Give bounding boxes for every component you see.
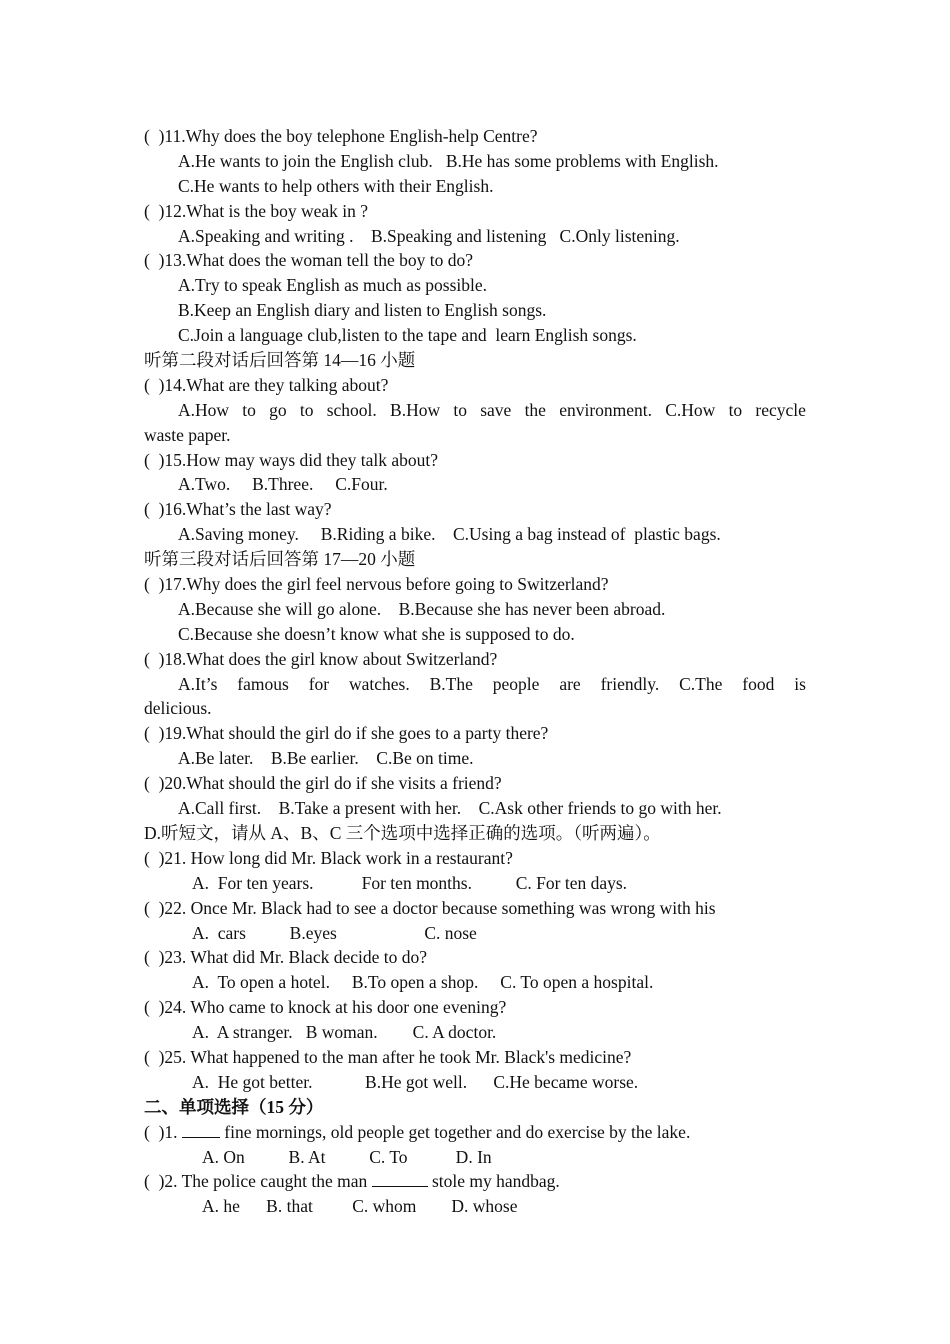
answer-blank xyxy=(372,1169,428,1187)
question-21-options: A. For ten years. For ten months. C. For ten days. xyxy=(192,872,628,893)
question-14-options-continued: waste paper. xyxy=(144,424,231,445)
word: for xyxy=(308,673,330,694)
word: B.How xyxy=(390,399,441,420)
question-24: ( )24. Who came to knock at his door one evening? xyxy=(144,997,507,1018)
question-16: ( )16.What’s the last way? xyxy=(144,499,332,520)
word: save xyxy=(480,399,512,420)
question-24-options: A. A stranger. B woman. C. A doctor. xyxy=(192,1022,497,1043)
word: friendly. xyxy=(600,673,660,694)
mc-question-1-prefix: ( )1. xyxy=(144,1121,182,1142)
question-11: ( )11.Why does the boy telephone English-help Centre? xyxy=(144,126,538,146)
word: to xyxy=(242,399,256,420)
mc-question-2 xyxy=(144,1169,806,1194)
word: environment. xyxy=(559,399,653,420)
question-22-options: A. cars B.eyes C. nose xyxy=(192,922,477,943)
question-21: ( )21. How long did Mr. Black work in a restaurant? xyxy=(144,847,513,868)
word: to xyxy=(299,399,314,420)
question-14: ( )14.What are they talking about? xyxy=(144,374,389,395)
mc-question-2-prefix: ( )2. The police caught the man xyxy=(144,1171,372,1192)
question-15-options: A.Two. B.Three. C.Four. xyxy=(178,474,388,495)
question-18-options xyxy=(144,672,806,697)
question-11-option-c: C.He wants to help others with their English. xyxy=(178,175,494,196)
question-12-options: A.Speaking and writing . B.Speaking and listening C.Only listening. xyxy=(178,225,680,246)
mc-question-1 xyxy=(144,1120,806,1145)
question-17-option-c: C.Because she doesn’t know what she is supposed to do. xyxy=(178,623,575,644)
mc-question-2-options: A. he B. that C. whom D. whose xyxy=(202,1196,518,1217)
question-13-option-c: C.Join a language club,listen to the tape and learn English songs. xyxy=(178,325,637,346)
word: to xyxy=(728,399,743,420)
question-17-options-ab: A.Because she will go alone. B.Because she has never been abroad. xyxy=(178,598,666,619)
section-2-heading: 听第二段对话后回答第 14—16 小题 xyxy=(144,350,416,371)
word: food xyxy=(742,673,775,694)
question-23-options: A. To open a hotel. B.To open a shop. C. To open a hospital. xyxy=(192,972,654,993)
question-13-option-a: A.Try to speak English as much as possible. xyxy=(178,275,487,296)
word: A.How xyxy=(178,399,230,420)
question-19-options: A.Be later. B.Be earlier. C.Be on time. xyxy=(178,748,474,769)
word: C.The xyxy=(679,673,723,694)
question-17: ( )17.Why does the girl feel nervous before going to Switzerland? xyxy=(144,574,609,595)
section-3-heading: 听第三段对话后回答第 17—20 小题 xyxy=(144,549,416,570)
question-20-options: A.Call first. B.Take a present with her. C.Ask other friends to go with her. xyxy=(178,798,722,819)
question-18-options-continued: delicious. xyxy=(144,698,212,719)
question-18: ( )18.What does the girl know about Switzerland? xyxy=(144,648,498,669)
question-25-options: A. He got better. B.He got well. C.He became worse. xyxy=(192,1071,639,1092)
question-19: ( )19.What should the girl do if she goes to a party there? xyxy=(144,723,549,744)
question-25: ( )25. What happened to the man after he took Mr. Black's medicine? xyxy=(144,1046,632,1067)
section-d-heading: D.听短文，请从 A、B、C 三个选项中选择正确的选项。（听两遍）。 xyxy=(144,822,661,843)
question-13: ( )13.What does the woman tell the boy to do? xyxy=(144,250,474,271)
question-23: ( )23. What did Mr. Black decide to do? xyxy=(144,947,428,968)
worksheet-page xyxy=(144,124,806,1219)
question-20: ( )20.What should the girl do if she visits a friend? xyxy=(144,773,502,794)
question-11-options-ab: A.He wants to join the English club. B.He has some problems with English. xyxy=(178,150,719,171)
question-12: ( )12.What is the boy weak in ? xyxy=(144,200,369,221)
word: go xyxy=(269,399,287,420)
word: recycle xyxy=(755,399,806,420)
word: famous xyxy=(237,673,289,694)
word: C.How xyxy=(665,399,716,420)
mc-question-1-options: A. On B. At C. To D. In xyxy=(202,1146,492,1167)
word: the xyxy=(524,399,546,420)
mc-question-2-text: stole my handbag. xyxy=(427,1171,560,1192)
word: to xyxy=(453,399,467,420)
question-13-option-b: B.Keep an English diary and listen to English songs. xyxy=(178,300,547,321)
part-2-heading: 二、单项选择（15 分） xyxy=(144,1096,324,1117)
answer-blank xyxy=(182,1120,220,1138)
question-15: ( )15.How may ways did they talk about? xyxy=(144,449,439,470)
word: are xyxy=(559,673,581,694)
mc-question-1-text: fine mornings, old people get together and do exercise by the lake. xyxy=(219,1121,691,1142)
word: A.It’s xyxy=(178,673,218,694)
word: school. xyxy=(326,399,377,420)
word: watches. xyxy=(348,673,410,694)
question-16-options: A.Saving money. B.Riding a bike. C.Using a bag instead of plastic bags. xyxy=(178,524,721,545)
word: is xyxy=(794,673,806,694)
question-14-options xyxy=(144,398,806,423)
question-22: ( )22. Once Mr. Black had to see a doctor because something was wrong with his xyxy=(144,897,716,918)
word: people xyxy=(492,673,540,694)
word: B.The xyxy=(429,673,473,694)
